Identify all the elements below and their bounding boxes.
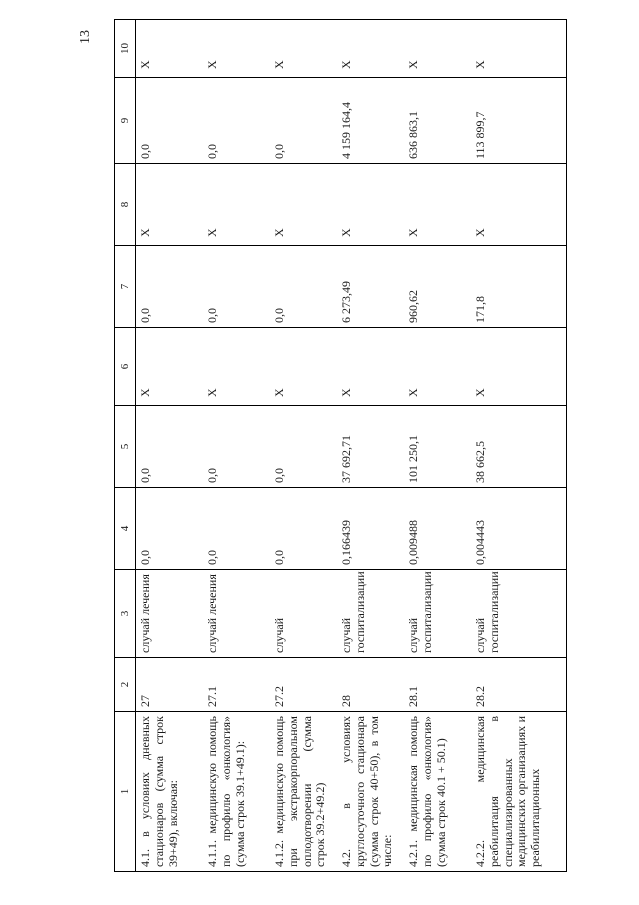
unit-cell: случай лечения — [203, 570, 270, 658]
value-cell: Х — [203, 20, 270, 78]
row-number-cell: 28 — [337, 658, 404, 712]
value-cell: 101 250,1 — [404, 406, 471, 488]
value-cell: Х — [136, 328, 204, 406]
value-cell: Х — [337, 328, 404, 406]
value-cell: 0,0 — [203, 246, 270, 328]
value-cell: 636 863,1 — [404, 78, 471, 164]
column-header: 2 — [115, 658, 136, 712]
value-cell: 0,0 — [136, 488, 204, 570]
value-cell: 6 273,49 — [337, 246, 404, 328]
column-header: 7 — [115, 246, 136, 328]
value-cell: 960,62 — [404, 246, 471, 328]
row-name-cell: 4.1.1. медицинскую помощь по профилю «онкология» (сумма строк 39.1+49.1): — [203, 712, 270, 872]
column-header: 8 — [115, 164, 136, 246]
row-number-cell: 27.2 — [270, 658, 337, 712]
value-cell: 0,0 — [203, 406, 270, 488]
rotated-table-container — [114, 20, 543, 872]
table-row — [404, 20, 471, 872]
table-row — [270, 20, 337, 872]
row-number-cell: 27 — [136, 658, 204, 712]
table-row — [136, 20, 204, 872]
value-cell: 0,0 — [270, 406, 337, 488]
value-cell: 0,0 — [270, 488, 337, 570]
value-cell: 38 662,5 — [471, 406, 567, 488]
page-number: 13 — [78, 30, 93, 44]
value-cell: 37 692,71 — [337, 406, 404, 488]
value-cell: Х — [404, 20, 471, 78]
unit-cell: случай госпитализации — [404, 570, 471, 658]
value-cell: Х — [471, 164, 567, 246]
data-table — [114, 19, 567, 872]
row-name-cell: 4.2. в условиях круглосуточного стационара (сумма строк 40+50), в том числе: — [337, 712, 404, 872]
column-header: 3 — [115, 570, 136, 658]
value-cell: 0,0 — [203, 488, 270, 570]
value-cell: Х — [270, 328, 337, 406]
value-cell: Х — [136, 164, 204, 246]
value-cell: 113 899,7 — [471, 78, 567, 164]
value-cell: Х — [471, 20, 567, 78]
row-number-cell: 27.1 — [203, 658, 270, 712]
table-row — [337, 20, 404, 872]
column-header: 6 — [115, 328, 136, 406]
column-header: 1 — [115, 712, 136, 872]
value-cell: Х — [404, 164, 471, 246]
value-cell: 0,0 — [270, 246, 337, 328]
value-cell: 0,0 — [203, 78, 270, 164]
unit-cell: случай — [270, 570, 337, 658]
value-cell: Х — [404, 328, 471, 406]
value-cell: 0,0 — [270, 78, 337, 164]
value-cell: Х — [270, 164, 337, 246]
unit-cell: случай лечения — [136, 570, 204, 658]
row-name-cell: 4.2.1. медицинская помощь по профилю «онкология» (сумма строк 40.1 + 50.1) — [404, 712, 471, 872]
column-header: 9 — [115, 78, 136, 164]
value-cell: 0,0 — [136, 246, 204, 328]
value-cell: Х — [270, 20, 337, 78]
row-name-cell: 4.1. в условиях дневных стационаров (сумма строк 39+49), включая: — [136, 712, 204, 872]
value-cell: Х — [337, 164, 404, 246]
unit-cell: случай госпитализации — [471, 570, 567, 658]
column-header: 5 — [115, 406, 136, 488]
value-cell: 0,009488 — [404, 488, 471, 570]
unit-cell: случай госпитализации — [337, 570, 404, 658]
value-cell: Х — [337, 20, 404, 78]
value-cell: 0,004443 — [471, 488, 567, 570]
row-name-cell: 4.2.2. медицинская реабилитация в специализированных медицинских организациях и реабилитационных — [471, 712, 567, 872]
value-cell: Х — [471, 328, 567, 406]
column-header: 4 — [115, 488, 136, 570]
row-name-cell: 4.1.2. медицинскую помощь при экстракорпоральном оплодотворении (сумма строк 39.2+49.2) — [270, 712, 337, 872]
table-row — [203, 20, 270, 872]
table-header-row — [115, 20, 136, 872]
table-row — [471, 20, 567, 872]
value-cell: 0,166439 — [337, 488, 404, 570]
value-cell: Х — [203, 328, 270, 406]
row-number-cell: 28.2 — [471, 658, 567, 712]
column-header: 10 — [115, 20, 136, 78]
value-cell: 171,8 — [471, 246, 567, 328]
value-cell: Х — [203, 164, 270, 246]
row-number-cell: 28.1 — [404, 658, 471, 712]
value-cell: Х — [136, 20, 204, 78]
value-cell: 0,0 — [136, 78, 204, 164]
value-cell: 4 159 164,4 — [337, 78, 404, 164]
value-cell: 0,0 — [136, 406, 204, 488]
